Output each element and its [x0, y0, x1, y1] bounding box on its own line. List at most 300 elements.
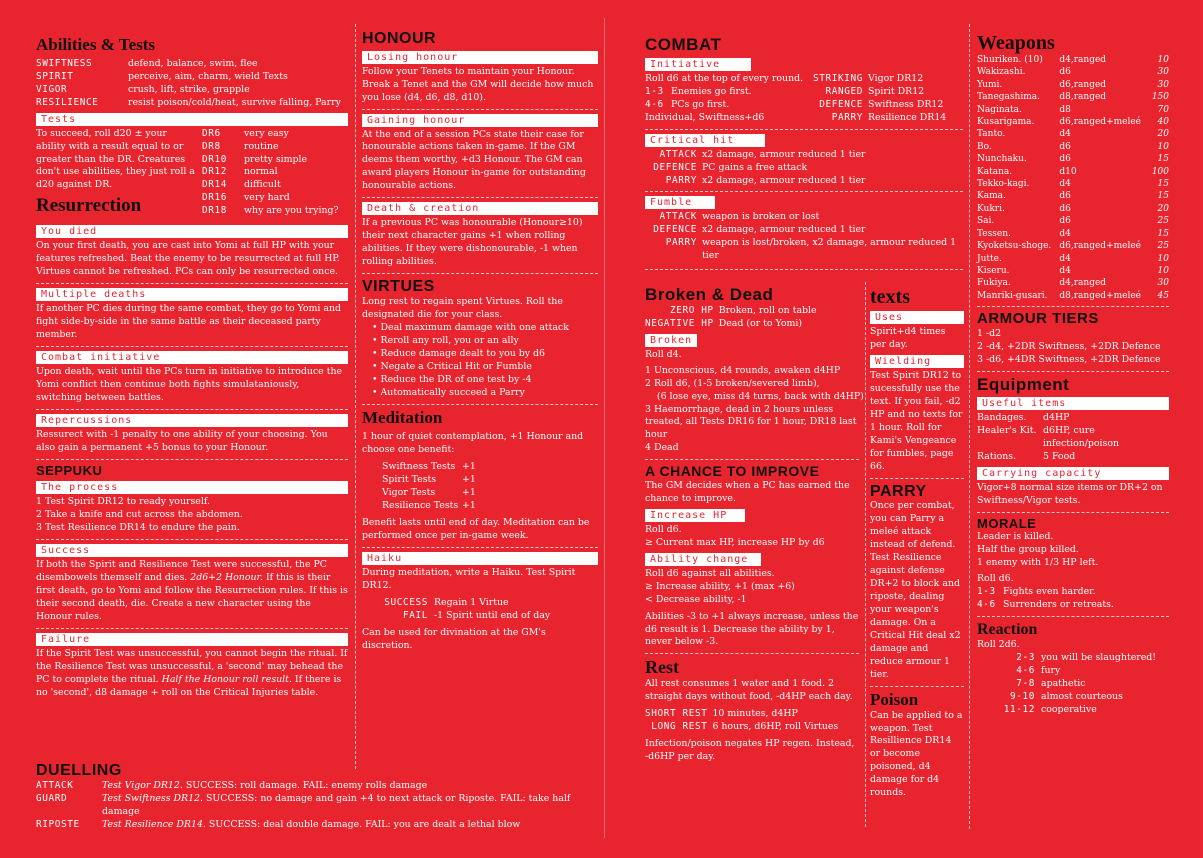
fumble-type: PARRY — [665, 237, 697, 249]
table-row — [202, 205, 339, 218]
divider — [977, 371, 1169, 372]
table-row — [645, 224, 963, 237]
texts-title: texts — [870, 286, 910, 308]
weapon-damage: d10 — [1059, 166, 1077, 177]
table-row — [977, 91, 1169, 103]
table-row — [977, 586, 1114, 599]
weapon-name: Tanegashima. — [977, 92, 1040, 103]
weapon-damage: d6 — [1059, 216, 1071, 227]
table-row — [813, 99, 946, 112]
weapon-damage: d6 — [1059, 191, 1071, 202]
carrying-capacity-text: Vigor+8 normal size items or DR+2 on Swiftness/Vigor tests. — [977, 482, 1163, 507]
dr-table — [202, 128, 339, 219]
tests-label: Tests — [36, 113, 348, 126]
table-row — [977, 178, 1169, 190]
dr-value: DR12 — [202, 166, 227, 178]
wielding-label: Wielding — [870, 355, 964, 368]
success-honour: 2d6+2 Honour. — [190, 572, 263, 584]
abilities-title: Abilities & Tests — [36, 35, 156, 54]
gaining-honour-label: Gaining honour — [362, 114, 598, 127]
combat-stat: PARRY — [831, 111, 863, 123]
initiative-label: Initiative — [645, 58, 751, 71]
dr-desc: normal — [244, 166, 278, 178]
seppuku-step: 3 Test Resilience DR14 to endure the pain. — [36, 522, 240, 534]
hp-state: ZERO HP — [669, 304, 714, 316]
weapon-price: 10 — [1157, 141, 1169, 152]
weapon-price: 15 — [1157, 154, 1169, 165]
table-row — [813, 86, 946, 99]
critical-hit-table — [645, 149, 866, 188]
divider — [870, 686, 964, 687]
duelling-title: DUELLING — [36, 762, 122, 779]
weapons-table — [977, 54, 1169, 302]
dr-value: DR6 — [202, 127, 221, 139]
dr-desc: pretty simple — [244, 153, 308, 165]
process-label: The process — [36, 481, 348, 494]
weapon-price: 15 — [1157, 179, 1169, 190]
weapon-price: 45 — [1157, 290, 1169, 301]
meditation-bonus: +1 — [462, 474, 476, 486]
table-row — [645, 708, 838, 721]
table-row — [977, 128, 1169, 140]
duel-test: Test Swiftness DR12. — [102, 792, 203, 804]
virtues-title: VIRTUES — [362, 278, 435, 296]
list-item: • Negate a Critical Hit or Fumble — [372, 361, 598, 374]
table-row — [813, 73, 946, 86]
list-item: • Reduce damage dealt to you by d6 — [372, 348, 598, 361]
hp-effect: Dead (or to Yomi) — [718, 317, 803, 329]
losing-honour-text: Follow your Tenets to maintain your Honour. Break a Tenet and the GM will decide how much you lose (d4, d6, d8, d10). — [362, 65, 594, 103]
weapon-damage: d6,ranged+meleé — [1059, 117, 1141, 128]
repercussions-label: Repercussions — [36, 414, 348, 427]
armour-tier: 1 -d2 — [977, 327, 1002, 339]
ability-change-after: Abilities -3 to +1 always increase, unless the d6 result is 1. Decrease the ability by 1, never below -3. — [645, 610, 859, 648]
item-effect: d6HP, cure infection/poison — [1043, 425, 1120, 450]
weapon-price: 20 — [1157, 203, 1169, 214]
column-1 — [36, 36, 348, 700]
divider — [645, 129, 963, 130]
weapon-price: 100 — [1151, 166, 1169, 177]
initiative-left — [645, 73, 813, 125]
failure-text-a: If the Spirit Test was unsuccessful, you cannot begin the ritual. If the Resilience Test was unsuccessful, a 'second' may behead the PC to complete the ritual. — [36, 647, 348, 685]
rest-title: Rest — [645, 657, 679, 678]
duel-result: SUCCESS: no damage and gain +4 to next attack or Riposte. FAIL: take half damage — [102, 792, 571, 817]
haiku-table — [370, 597, 550, 623]
weapon-damage: d4 — [1059, 129, 1071, 140]
honour-title: HONOUR — [362, 30, 437, 47]
weapon-price: 10 — [1157, 253, 1169, 264]
dr-desc: very easy — [244, 127, 289, 139]
ability-desc: resist poison/cold/heat, survive falling, Parry — [128, 96, 341, 108]
table-row — [202, 128, 339, 141]
item-effect: 5 Food — [1043, 451, 1076, 463]
reaction-effect: almost courteous — [1041, 690, 1123, 702]
column-3a — [645, 285, 864, 764]
seppuku-title: SEPPUKU — [36, 462, 103, 478]
table-row — [370, 597, 550, 610]
weapon-name: Jutte. — [977, 253, 1002, 264]
duel-result: SUCCESS: roll damage. FAIL: enemy rolls damage — [185, 779, 428, 791]
table-row — [977, 240, 1169, 252]
abilities-table — [36, 58, 341, 110]
table-row — [382, 461, 476, 474]
divider — [977, 616, 1169, 617]
weapon-name: Yumi. — [977, 79, 1003, 90]
divider — [645, 653, 859, 654]
table-row — [813, 112, 946, 125]
dr-desc: why are you trying? — [244, 205, 339, 217]
reaction-title: Reaction — [977, 621, 1038, 639]
broken-dead-title: Broken & Dead — [645, 285, 774, 304]
haiku-effect: Regain 1 Virtue — [434, 596, 509, 608]
you-died-text: On your first death, you are cast into Yomi at full HP with your features refreshed. Beat the enemy to be resurrected at full HP. Virtues cannot be refreshed. PCs can only be resurrected once. — [36, 240, 340, 278]
table-row — [202, 141, 339, 154]
table-row — [977, 691, 1156, 704]
fumble-effect: x2 damage, armour reduced 1 tier — [702, 224, 866, 236]
reaction-table — [977, 652, 1156, 717]
wielding-text: Test Spirit DR12 to sucessfully use the text. If you fail, -d2 HP and no texts for 1 hour. Roll for Kami's Vengeance for fumbles, page 66. — [870, 369, 963, 472]
multiple-deaths-text: If another PC dies during the same combat, they go to Yomi and fight side-by-side in the same battle as their deceased party member. — [36, 303, 341, 341]
weapon-damage: d4 — [1059, 253, 1071, 264]
table-row — [202, 179, 339, 192]
weapon-price: 40 — [1157, 117, 1169, 128]
combat-initiative-text: Upon death, wait until the PCs turn in initiative to introduce the Yomi conflict then continue both fights simulataniously, switching between battles. — [36, 366, 343, 403]
increase-hp-roll: Roll d6. — [645, 523, 682, 535]
table-row — [370, 610, 550, 623]
reaction-result: 9-10 — [1010, 690, 1035, 702]
weapon-name: Kama. — [977, 191, 1006, 202]
morale-effect: Fights even harder. — [1003, 586, 1096, 598]
table-row — [977, 599, 1114, 612]
combat-stat: STRIKING — [813, 72, 863, 84]
broken-item: 3 Haemorrhage, dead in 2 hours unless treated, all Tests DR16 for 1 hour, DR18 last hour — [645, 403, 857, 441]
haiku-label: Haiku — [362, 552, 598, 565]
initiative-result: PCs go first. — [671, 98, 730, 110]
dr-value: DR8 — [202, 140, 221, 152]
ability-name: SWIFTNESS — [36, 57, 93, 69]
page-fold — [604, 18, 605, 838]
fumble-effect: weapon is broken or lost — [702, 211, 820, 223]
weapon-name: Tanto. — [977, 129, 1006, 140]
weapon-name: Wakizashi. — [977, 67, 1026, 78]
broken-item: 1 Unconscious, d4 rounds, awaken d4HP — [645, 364, 841, 376]
resurrection-title: Resurrection — [36, 195, 142, 217]
morale-condition: 1 enemy with 1/3 HP left. — [977, 557, 1099, 569]
ability-name: VIGOR — [36, 83, 68, 95]
divider — [645, 191, 963, 192]
ability-desc: crush, lift, strike, grapple — [128, 83, 250, 95]
weapon-price: 30 — [1157, 278, 1169, 289]
weapon-name: Naginata. — [977, 104, 1022, 115]
column-divider — [865, 282, 866, 827]
failure-text-b: If there is no 'second', d8 damage + roll on the Critical Injuries table. — [36, 673, 342, 698]
haiku-result: FAIL — [403, 609, 428, 621]
crit-type: DEFENCE — [653, 161, 697, 173]
meditation-bonus: +1 — [462, 461, 476, 473]
weapons-title: Weapons — [977, 32, 1055, 54]
divider — [645, 269, 963, 270]
morale-result: 1-3 — [977, 586, 996, 598]
table-row — [382, 487, 476, 500]
weapon-damage: d6,ranged — [1059, 79, 1107, 90]
table-row — [645, 305, 817, 318]
weapon-damage: d4 — [1059, 228, 1071, 239]
weapon-name: Tessen. — [977, 228, 1011, 239]
reaction-result: 7-8 — [1016, 677, 1035, 689]
list-item: • Reduce the DR of one test by -4 — [372, 374, 598, 387]
weapon-price: 30 — [1157, 67, 1169, 78]
table-row — [977, 54, 1169, 66]
table-row — [977, 277, 1169, 289]
repercussions-text: Ressurect with -1 penalty to one ability of your choosing. You also gain a permanent +5 bonus to your Honour. — [36, 428, 328, 453]
haiku-result: SUCCESS — [384, 596, 428, 608]
broken-item: 2 Roll d6, (1-5 broken/severed limb), — [645, 377, 820, 389]
broken-item: (6 lose eye, miss d4 turns, back with d4HP) — [645, 390, 864, 402]
weapon-price: 25 — [1157, 241, 1169, 252]
combat-stat-value: Vigor DR12 — [867, 72, 924, 84]
table-row — [645, 99, 752, 112]
divider — [362, 404, 598, 405]
morale-title: MORALE — [977, 516, 1037, 532]
weapon-name: Kyoketsu-shoge. — [977, 241, 1052, 252]
rest-effect: 6 hours, d6HP, roll Virtues — [712, 721, 839, 733]
success-text-b: If this is their first death, go to Yomi and follow the Resurrection rules. If this is their second death, die. Create a new character using the Honour rules. — [36, 572, 348, 622]
table-row — [977, 290, 1169, 302]
table-row — [977, 104, 1169, 116]
death-creation-text: If a previous PC was honourable (Honour≥10) their next character gains +1 when rolling abilities. If they were dishonourable, -1 when rolling abilities. — [362, 217, 583, 268]
divider — [870, 478, 964, 479]
table-row — [36, 58, 341, 71]
weapon-price: 25 — [1157, 216, 1169, 227]
table-row — [36, 71, 341, 84]
failure-text — [36, 648, 348, 700]
duel-test: Test Vigor DR12. — [102, 779, 183, 791]
parry-text: Once per combat, you can Parry a meleé attack instead of defend. Test Resilience against defense DR+2 to block and riposte, dealing your weapon's damage. On a Critical Hit deal x2 damage and reduce armour 1 tier. — [870, 500, 961, 680]
divider — [977, 306, 1169, 307]
weapon-damage: d4 — [1059, 179, 1071, 190]
poison-title: Poison — [870, 689, 919, 709]
table-row — [645, 149, 866, 162]
multiple-deaths-label: Multiple deaths — [36, 288, 348, 301]
reaction-effect: apathetic — [1041, 677, 1086, 689]
fumble-effect: weapon is lost/broken, x2 damage, armour reduced 1 tier — [702, 237, 957, 262]
weapon-name: Tekko-kagi. — [977, 179, 1030, 190]
table-row — [382, 500, 476, 513]
weapon-damage: d4 — [1059, 265, 1071, 276]
reaction-effect: you will be slaughtered! — [1041, 651, 1157, 663]
weapon-damage: d8,ranged+meleé — [1059, 290, 1141, 301]
table-row — [36, 84, 341, 97]
initiative-roll: 1-3 — [645, 85, 664, 97]
duelling-section — [36, 762, 596, 831]
weapon-name: Shuriken. (10) — [977, 55, 1043, 65]
weapon-price: 15 — [1157, 191, 1169, 202]
crit-effect: PC gains a free attack — [702, 161, 808, 173]
increase-hp-text: ≥ Current max HP, increase HP by d6 — [645, 536, 825, 548]
weapon-name: Fukiya. — [977, 278, 1011, 289]
table-row — [36, 793, 596, 819]
combat-stat: RANGED — [825, 85, 863, 97]
broken-dead-table — [645, 305, 817, 331]
meditation-text: 1 hour of quiet contemplation, +1 Honour and choose one benefit: — [362, 431, 584, 456]
duel-action: RIPOSTE — [36, 818, 80, 830]
morale-effect: Surrenders or retreats. — [1003, 599, 1114, 611]
broken-roll: Roll d4. — [645, 348, 682, 360]
combat-stat-value: Resilience DR14 — [867, 111, 947, 123]
divider — [36, 346, 348, 347]
weapon-damage: d6,ranged+meleé — [1059, 241, 1141, 252]
reaction-effect: cooperative — [1041, 703, 1097, 715]
weapon-name: Kusarigama. — [977, 117, 1035, 128]
seppuku-step: 2 Take a knife and cut across the abdomen. — [36, 509, 243, 521]
ability-name: SPIRIT — [36, 70, 74, 82]
weapon-name: Kiseru. — [977, 265, 1010, 276]
success-label: Success — [36, 544, 348, 557]
seppuku-step: 1 Test Spirit DR12 to ready yourself. — [36, 496, 210, 508]
weapon-damage: d8 — [1059, 104, 1071, 115]
failure-honour: Half the Honour roll result. — [161, 673, 292, 685]
duel-action: GUARD — [36, 792, 68, 804]
armour-title: ARMOUR TIERS — [977, 310, 1099, 328]
rest-after: Infection/poison negates HP regen. Instead, -d6HP per day. — [645, 738, 855, 763]
morale-roll: Roll d6. — [977, 573, 1014, 585]
table-row — [382, 474, 476, 487]
losing-honour-label: Losing honour — [362, 51, 598, 64]
morale-condition: Half the group killed. — [977, 544, 1079, 556]
weapon-name: Nunchaku. — [977, 154, 1027, 165]
table-row — [977, 412, 1169, 425]
table-row — [645, 175, 866, 188]
failure-label: Failure — [36, 633, 348, 646]
divider — [36, 459, 348, 460]
table-row — [977, 665, 1156, 678]
combat-stat: DEFENCE — [819, 98, 863, 110]
weapon-damage: d6 — [1059, 67, 1071, 78]
carrying-capacity-label: Carrying capacity — [977, 467, 1169, 480]
critical-hit-label: Critical hit — [645, 134, 765, 147]
table-row — [645, 237, 963, 263]
equipment-title: Equipment — [977, 374, 1070, 394]
ability-change-label: Ability change — [645, 553, 761, 566]
dr-value: DR10 — [202, 153, 227, 165]
haiku-text: During meditation, write a Haiku. Test Spirit DR12. — [362, 567, 576, 591]
ability-desc: defend, balance, swim, flee — [128, 57, 258, 69]
poison-text: Can be applied to a weapon. Test Resillience DR14 or become poisoned, d4 damage for d4 rounds. — [870, 709, 963, 799]
ability-desc: perceive, aim, charm, wield Texts — [128, 70, 288, 82]
divider — [36, 409, 348, 410]
meditation-after: Benefit lasts until end of day. Meditation can be performed once per in-game week. — [362, 517, 590, 542]
dr-value: DR16 — [202, 192, 227, 204]
hp-effect: Broken, roll on table — [718, 304, 817, 316]
meditation-benefit: Resilience Tests — [382, 500, 459, 512]
duel-action: ATTACK — [36, 779, 74, 791]
reaction-result: 2-3 — [1016, 651, 1035, 663]
crit-effect: x2 damage, armour reduced 1 tier — [702, 174, 866, 186]
dr-desc: difficult — [244, 179, 281, 191]
weapon-price: 10 — [1157, 265, 1169, 276]
column-2 — [362, 30, 598, 653]
virtues-text: Long rest to regain spent Virtues. Roll the designated die for your class. — [362, 295, 563, 320]
meditation-benefit: Spirit Tests — [382, 474, 437, 486]
ability-name: RESILIENCE — [36, 96, 99, 108]
gaining-honour-text: At the end of a session PCs state their case for honourable actions taken in-game. If the GM deems them worthy, +d3 Honour. The GM can award players Honour in-game for outstanding honourable actions. — [362, 128, 586, 192]
uses-label: Uses — [870, 311, 964, 324]
broken-item: 4 Dead — [645, 442, 679, 454]
weapon-damage: d6 — [1059, 203, 1071, 214]
initiative-block — [645, 73, 963, 125]
table-row — [977, 116, 1169, 128]
meditation-title: Meditation — [362, 407, 443, 427]
meditation-bonus: +1 — [462, 487, 476, 499]
uses-text: Spirit+d4 times per day. — [870, 326, 946, 350]
weapon-price: 30 — [1157, 79, 1169, 90]
morale-result: 4-6 — [977, 599, 996, 611]
death-creation-label: Death & creation — [362, 202, 598, 215]
ability-change-roll: Roll d6 against all abilities. — [645, 567, 775, 579]
combat-stat-value: Swiftness DR12 — [867, 98, 944, 110]
dr-value: DR14 — [202, 179, 227, 191]
duel-test: Test Resilience DR14. — [102, 818, 206, 830]
success-text — [36, 559, 348, 624]
meditation-table — [382, 461, 476, 513]
fumble-table — [645, 211, 963, 263]
armour-tier: 3 -d6, +4DR Swiftness, +2DR Defence — [977, 353, 1161, 365]
divider — [36, 628, 348, 629]
divider — [645, 459, 859, 460]
divider — [977, 512, 1169, 513]
divider — [362, 109, 598, 110]
virtues-list — [362, 322, 598, 400]
table-row — [977, 228, 1169, 240]
table-row — [36, 780, 596, 793]
initiative-text: Roll d6 at the top of every round. — [645, 72, 804, 84]
list-item: • Automatically succeed a Parry — [372, 387, 598, 400]
column-4 — [977, 32, 1169, 717]
initiative-individual: Individual, Swiftness+d6 — [645, 111, 765, 123]
table-row — [645, 86, 752, 99]
improve-title: A CHANCE TO IMPROVE — [645, 463, 820, 480]
weapon-price: 70 — [1157, 104, 1169, 115]
reaction-result: 11-12 — [1003, 703, 1035, 715]
table-row — [36, 97, 341, 110]
weapon-price: 20 — [1157, 129, 1169, 140]
duel-result: SUCCESS: deal double damage. FAIL: you are dealt a lethal blow — [208, 818, 521, 830]
reaction-roll: Roll 2d6. — [977, 638, 1020, 650]
list-item: • Deal maximum damage with one attack — [372, 322, 598, 335]
table-row — [202, 154, 339, 167]
ability-change-up: ≥ Increase ability, +1 (max +6) — [645, 580, 795, 592]
divider — [362, 197, 598, 198]
crit-effect: x2 damage, armour reduced 1 tier — [702, 148, 866, 160]
tests-text: To succeed, roll d20 ± your ability with a result equal to or greater than the DR. Creatures don't use abilities, they just roll a d20 against DR. — [36, 127, 195, 191]
hp-state: NEGATIVE HP — [645, 317, 714, 329]
useful-items-label: Useful items — [977, 397, 1169, 410]
dr-desc: routine — [244, 140, 279, 152]
column-divider — [355, 24, 356, 769]
item-effect: d4HP — [1043, 412, 1070, 424]
weapon-price: 150 — [1151, 92, 1169, 103]
weapon-name: Kukri. — [977, 203, 1005, 214]
combat-stats-table — [813, 73, 946, 125]
table-row — [977, 265, 1169, 277]
dr-desc: very hard — [244, 192, 290, 204]
column-3 — [645, 36, 963, 274]
initiative-table — [645, 86, 752, 112]
success-text-a: If both the Spirit and Resilience Test were successful, the PC disembowels themself and dies. — [36, 559, 327, 584]
rest-type: LONG REST — [651, 721, 708, 733]
fumble-type: DEFENCE — [653, 224, 697, 236]
table-row — [36, 819, 596, 832]
